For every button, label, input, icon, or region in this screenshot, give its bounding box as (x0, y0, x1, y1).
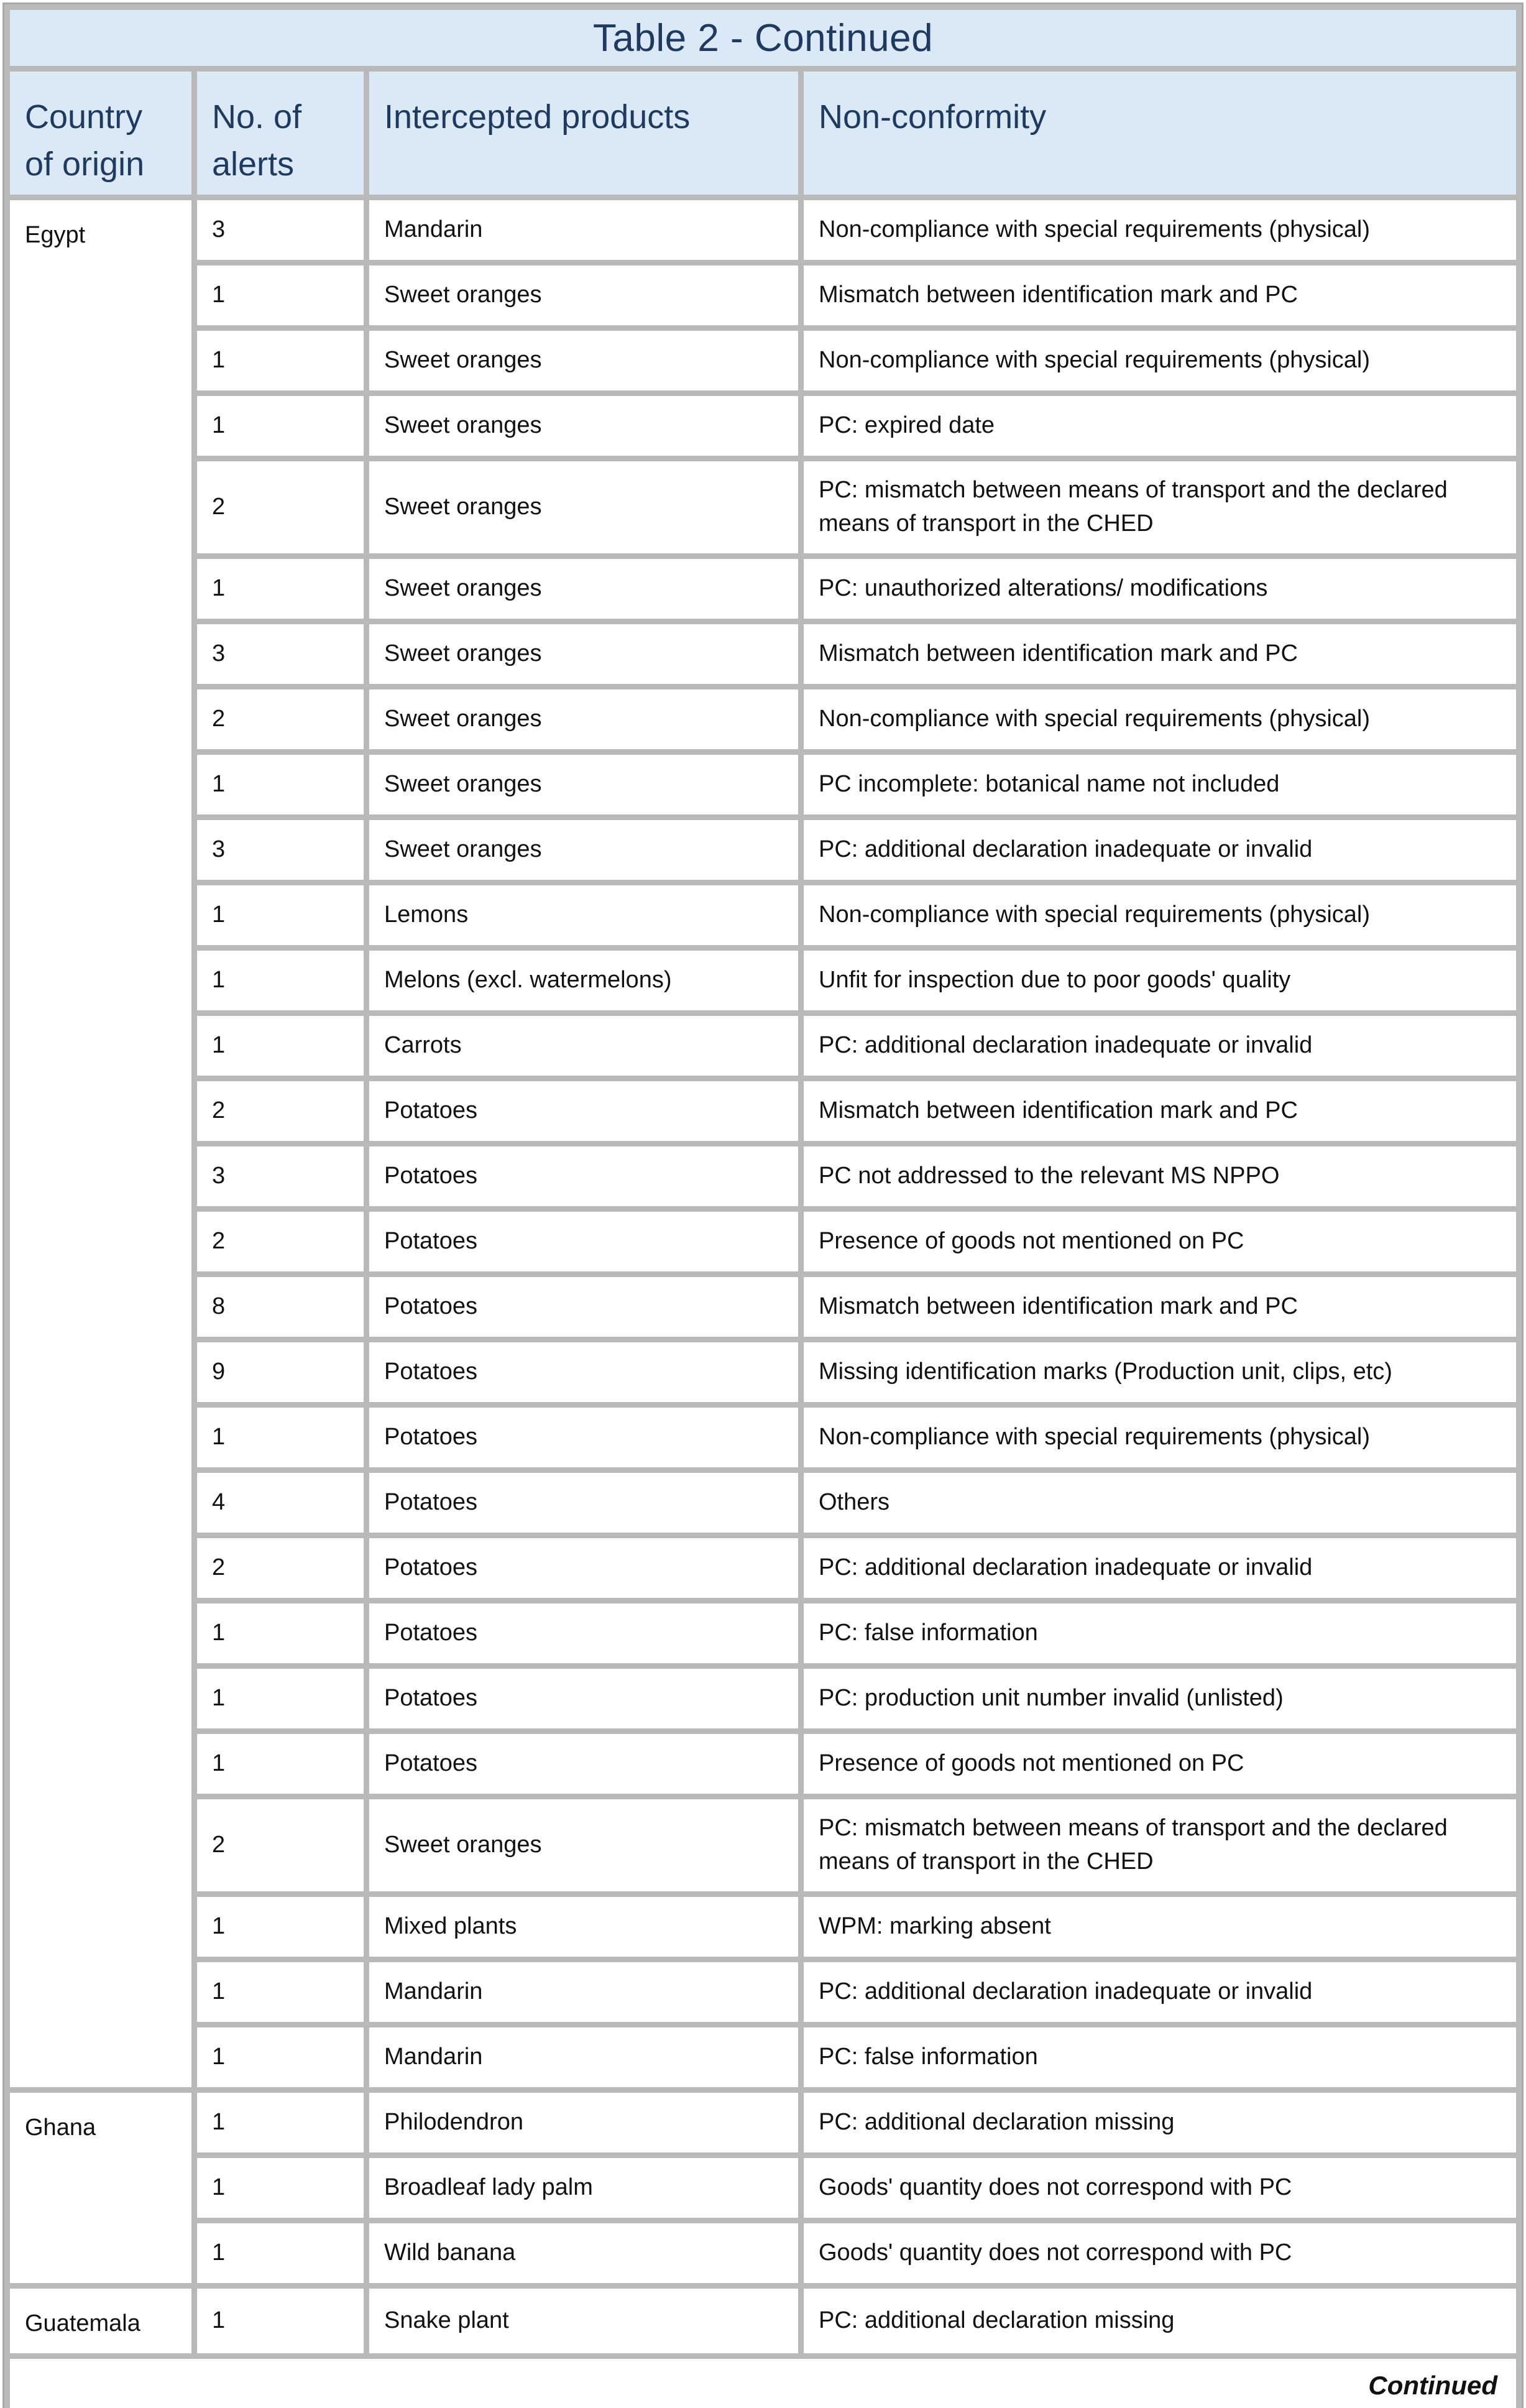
non-conformity-cell: PC: false information (804, 2027, 1516, 2087)
non-conformity-cell: Goods' quantity does not correspond with PC (804, 2158, 1516, 2218)
non-conformity-cell: PC: production unit number invalid (unlisted) (804, 1669, 1516, 1728)
table-title: Table 2 - Continued (10, 10, 1516, 66)
intercepted-product-cell: Mandarin (369, 200, 798, 260)
alerts-count-cell: 1 (197, 559, 364, 619)
alerts-count-cell: 3 (197, 200, 364, 260)
alerts-count-cell: 2 (197, 690, 364, 749)
non-conformity-cell: Non-compliance with special requirements (physical) (804, 200, 1516, 260)
non-conformity-cell: Presence of goods not mentioned on PC (804, 1212, 1516, 1271)
alerts-count-cell: 1 (197, 2289, 364, 2353)
alerts-count-cell: 1 (197, 1962, 364, 2022)
intercepted-product-cell: Sweet oranges (369, 1799, 798, 1891)
alerts-count-cell: 1 (197, 1408, 364, 1467)
table-row (10, 755, 1516, 814)
table-row (10, 200, 1516, 260)
alerts-count-cell: 8 (197, 1277, 364, 1337)
table-row (10, 1603, 1516, 1663)
table-row (10, 559, 1516, 619)
intercepted-product-cell: Potatoes (369, 1277, 798, 1337)
table-row (10, 1538, 1516, 1598)
alerts-count-cell: 1 (197, 2093, 364, 2152)
column-header-country-of-origin: Country of origin (10, 72, 191, 195)
table-row (10, 1473, 1516, 1533)
alerts-count-cell: 3 (197, 820, 364, 880)
table-row (10, 1146, 1516, 1206)
table-row (10, 1897, 1516, 1957)
non-conformity-cell: Non-compliance with special requirements (physical) (804, 331, 1516, 390)
intercepted-product-cell: Mixed plants (369, 1897, 798, 1957)
non-conformity-cell: Non-compliance with special requirements (physical) (804, 885, 1516, 945)
alerts-count-cell: 3 (197, 624, 364, 684)
alerts-count-cell: 1 (197, 1897, 364, 1957)
alerts-count-cell: 2 (197, 1212, 364, 1271)
non-conformity-cell: PC incomplete: botanical name not included (804, 755, 1516, 814)
interceptions-table (2, 2, 1524, 2408)
table-row (10, 396, 1516, 456)
non-conformity-cell: PC: expired date (804, 396, 1516, 456)
alerts-count-cell: 2 (197, 1538, 364, 1598)
column-header-non-conformity: Non-conformity (804, 72, 1516, 195)
table-row (10, 2027, 1516, 2087)
table-row (10, 2289, 1516, 2353)
country-cell: Guatemala (10, 2289, 191, 2353)
table-row (10, 2223, 1516, 2283)
intercepted-product-cell: Mandarin (369, 1962, 798, 2022)
intercepted-product-cell: Snake plant (369, 2289, 798, 2353)
non-conformity-cell: PC: false information (804, 1603, 1516, 1663)
intercepted-product-cell: Potatoes (369, 1669, 798, 1728)
non-conformity-cell: PC: additional declaration inadequate or invalid (804, 820, 1516, 880)
intercepted-product-cell: Potatoes (369, 1538, 798, 1598)
non-conformity-cell: PC: mismatch between means of transport and the declared means of transport in the CHED (804, 1799, 1516, 1891)
footer-row (10, 2359, 1516, 2408)
alerts-count-cell: 2 (197, 1081, 364, 1141)
table-row (10, 1799, 1516, 1891)
country-cell: Egypt (10, 200, 191, 2087)
intercepted-product-cell: Potatoes (369, 1734, 798, 1794)
non-conformity-cell: PC: additional declaration inadequate or invalid (804, 1538, 1516, 1598)
intercepted-product-cell: Sweet oranges (369, 461, 798, 553)
intercepted-product-cell: Potatoes (369, 1146, 798, 1206)
non-conformity-cell: WPM: marking absent (804, 1897, 1516, 1957)
column-header-intercepted-products: Intercepted products (369, 72, 798, 195)
intercepted-product-cell: Sweet oranges (369, 396, 798, 456)
intercepted-product-cell: Sweet oranges (369, 820, 798, 880)
non-conformity-cell: Mismatch between identification mark and PC (804, 265, 1516, 325)
intercepted-product-cell: Broadleaf lady palm (369, 2158, 798, 2218)
intercepted-product-cell: Potatoes (369, 1212, 798, 1271)
alerts-count-cell: 4 (197, 1473, 364, 1533)
alerts-count-cell: 1 (197, 2158, 364, 2218)
alerts-count-cell: 3 (197, 1146, 364, 1206)
intercepted-product-cell: Potatoes (369, 1408, 798, 1467)
intercepted-product-cell: Sweet oranges (369, 265, 798, 325)
title-row (10, 10, 1516, 66)
table-row (10, 265, 1516, 325)
non-conformity-cell: PC: additional declaration inadequate or invalid (804, 1962, 1516, 2022)
non-conformity-cell: Mismatch between identification mark and PC (804, 1277, 1516, 1337)
alerts-count-cell: 1 (197, 331, 364, 390)
alerts-count-cell: 2 (197, 1799, 364, 1891)
table-row (10, 1408, 1516, 1467)
intercepted-product-cell: Sweet oranges (369, 624, 798, 684)
non-conformity-cell: PC: additional declaration missing (804, 2289, 1516, 2353)
table-row (10, 820, 1516, 880)
continued-note: Continued (10, 2359, 1516, 2408)
non-conformity-cell: PC: additional declaration inadequate or invalid (804, 1016, 1516, 1076)
intercepted-product-cell: Sweet oranges (369, 690, 798, 749)
table-body (10, 200, 1516, 2353)
table-row (10, 1734, 1516, 1794)
column-header-no-of-alerts: No. of alerts (197, 72, 364, 195)
table-row (10, 885, 1516, 945)
non-conformity-cell: PC: mismatch between means of transport and the declared means of transport in the CHED (804, 461, 1516, 553)
table-row (10, 951, 1516, 1010)
alerts-count-cell: 9 (197, 1342, 364, 1402)
intercepted-product-cell: Lemons (369, 885, 798, 945)
non-conformity-cell: Missing identification marks (Production unit, clips, etc) (804, 1342, 1516, 1402)
intercepted-product-cell: Potatoes (369, 1603, 798, 1663)
alerts-count-cell: 1 (197, 2223, 364, 2283)
table-row (10, 1081, 1516, 1141)
intercepted-product-cell: Philodendron (369, 2093, 798, 2152)
intercepted-product-cell: Sweet oranges (369, 755, 798, 814)
non-conformity-cell: Mismatch between identification mark and PC (804, 624, 1516, 684)
intercepted-product-cell: Sweet oranges (369, 331, 798, 390)
non-conformity-cell: Non-compliance with special requirements (physical) (804, 690, 1516, 749)
table-head (10, 10, 1516, 195)
intercepted-product-cell: Wild banana (369, 2223, 798, 2283)
alerts-count-cell: 1 (197, 755, 364, 814)
alerts-count-cell: 1 (197, 396, 364, 456)
table-row (10, 461, 1516, 553)
table-row (10, 1016, 1516, 1076)
alerts-count-cell: 1 (197, 1734, 364, 1794)
table-row (10, 1212, 1516, 1271)
table-row (10, 331, 1516, 390)
alerts-count-cell: 1 (197, 885, 364, 945)
alerts-count-cell: 1 (197, 951, 364, 1010)
non-conformity-cell: Mismatch between identification mark and PC (804, 1081, 1516, 1141)
non-conformity-cell: Presence of goods not mentioned on PC (804, 1734, 1516, 1794)
non-conformity-cell: PC not addressed to the relevant MS NPPO (804, 1146, 1516, 1206)
table-row (10, 2093, 1516, 2152)
alerts-count-cell: 1 (197, 2027, 364, 2087)
non-conformity-cell: PC: additional declaration missing (804, 2093, 1516, 2152)
intercepted-product-cell: Potatoes (369, 1342, 798, 1402)
alerts-count-cell: 1 (197, 265, 364, 325)
intercepted-product-cell: Melons (excl. watermelons) (369, 951, 798, 1010)
non-conformity-cell: Goods' quantity does not correspond with PC (804, 2223, 1516, 2283)
country-cell: Ghana (10, 2093, 191, 2283)
table-row (10, 2158, 1516, 2218)
non-conformity-cell: Non-compliance with special requirements (physical) (804, 1408, 1516, 1467)
non-conformity-cell: Unfit for inspection due to poor goods' quality (804, 951, 1516, 1010)
non-conformity-cell: Others (804, 1473, 1516, 1533)
alerts-count-cell: 1 (197, 1669, 364, 1728)
alerts-count-cell: 2 (197, 461, 364, 553)
intercepted-product-cell: Carrots (369, 1016, 798, 1076)
table-row (10, 1277, 1516, 1337)
table-foot (10, 2359, 1516, 2408)
intercepted-product-cell: Mandarin (369, 2027, 798, 2087)
intercepted-product-cell: Potatoes (369, 1081, 798, 1141)
column-header-row (10, 72, 1516, 195)
table-row (10, 1342, 1516, 1402)
table-row (10, 1962, 1516, 2022)
alerts-count-cell: 1 (197, 1016, 364, 1076)
intercepted-product-cell: Sweet oranges (369, 559, 798, 619)
table-row (10, 1669, 1516, 1728)
intercepted-product-cell: Potatoes (369, 1473, 798, 1533)
non-conformity-cell: PC: unauthorized alterations/ modifications (804, 559, 1516, 619)
table-row (10, 690, 1516, 749)
table-row (10, 624, 1516, 684)
alerts-count-cell: 1 (197, 1603, 364, 1663)
